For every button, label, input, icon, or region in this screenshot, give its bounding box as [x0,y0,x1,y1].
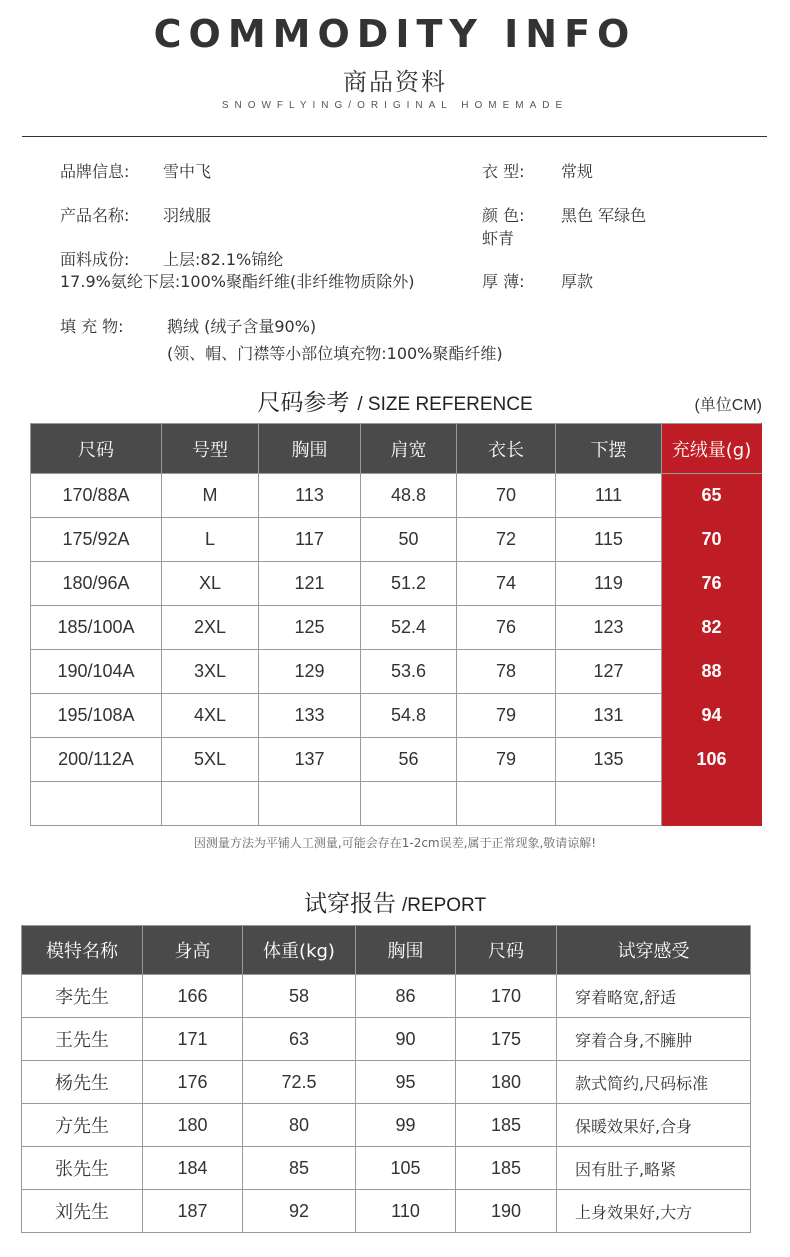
fabric-value: 上层:82.1%锦纶 [163,250,284,269]
name-label: 产品名称: [60,206,130,225]
size-table-cell: 127 [556,650,662,694]
report-table-cell: 166 [143,975,243,1018]
size-table-cell: 70 [457,474,556,518]
brand-label: 品牌信息: [60,162,130,181]
fill-weight-cell: 106 [662,738,762,782]
size-table-cell: 133 [259,694,361,738]
page-subtitle: SNOWFLYING/ORIGINAL HOMEMADE [221,100,569,111]
header-divider [22,136,767,137]
filling-value: 鹅绒 (绒子含量90%) [167,317,317,336]
report-table-cell: 80 [243,1104,356,1147]
feedback-cell: 上身效果好,大方 [557,1190,751,1233]
fill-weight-cell: 94 [662,694,762,738]
report-table-header [22,926,751,975]
type-label: 衣 型: [482,162,525,181]
size-table-cell [162,782,259,826]
size-table-cell: 48.8 [361,474,457,518]
size-table-row [31,518,762,562]
fill-weight-cell: 76 [662,562,762,606]
size-table-cell: 111 [556,474,662,518]
size-unit: (单位CM) [694,397,762,414]
size-table-cell: 74 [457,562,556,606]
size-header-cell-fill: 充绒量(g) [662,424,762,474]
size-title-en: / SIZE REFERENCE [357,394,533,415]
size-table-cell: L [162,518,259,562]
fill-weight-cell: 88 [662,650,762,694]
thickness-value: 厚款 [561,272,594,291]
report-table-cell: 171 [143,1018,243,1061]
report-table-cell: 180 [143,1104,243,1147]
type-value: 常规 [561,162,594,181]
size-table-cell: 79 [457,694,556,738]
fill-weight-cell: 65 [662,474,762,518]
filling-label: 填 充 物: [60,317,124,336]
measurement-note: 因测量方法为平铺人工测量,可能会存在1-2cm误差,属于正常现象,敬请谅解! [193,836,597,850]
size-table [30,423,762,826]
report-table-cell: 170 [456,975,557,1018]
size-table-cell: 170/88A [31,474,162,518]
report-title-cn: 试穿报告 [303,891,396,917]
size-table-row [31,474,762,518]
feedback-cell: 穿着合身,不臃肿 [557,1018,751,1061]
brand-value: 雪中飞 [163,162,212,181]
size-table-cell [361,782,457,826]
report-table-cell: 184 [143,1147,243,1190]
fill-weight-cell: 82 [662,606,762,650]
size-table-cell: 3XL [162,650,259,694]
size-table-cell: 56 [361,738,457,782]
model-name-cell: 杨先生 [22,1061,143,1104]
report-header-cell: 试穿感受 [557,926,751,975]
report-table-cell: 92 [243,1190,356,1233]
model-name-cell: 李先生 [22,975,143,1018]
report-header-cell: 体重(kg) [243,926,356,975]
size-table-cell: 123 [556,606,662,650]
report-table-cell: 185 [456,1104,557,1147]
size-table-cell [556,782,662,826]
size-table-cell: 79 [457,738,556,782]
size-header-cell: 胸围 [259,424,361,474]
size-table-cell: 137 [259,738,361,782]
feedback-cell: 因有肚子,略紧 [557,1147,751,1190]
report-table-cell: 86 [356,975,456,1018]
size-table-row [31,782,762,826]
report-table-cell: 175 [456,1018,557,1061]
size-table-cell: 200/112A [31,738,162,782]
size-table-cell: 78 [457,650,556,694]
size-header-cell: 下摆 [556,424,662,474]
report-header-cell: 模特名称 [22,926,143,975]
size-table-row [31,562,762,606]
report-table-cell: 180 [456,1061,557,1104]
size-table-row [31,650,762,694]
size-table-cell: 190/104A [31,650,162,694]
size-header-cell: 衣长 [457,424,556,474]
color-value: 黑色 军绿色 [561,206,647,225]
size-header-cell: 尺码 [31,424,162,474]
size-table-row [31,606,762,650]
report-table-row [22,975,751,1018]
size-table-cell: 121 [259,562,361,606]
report-table-cell: 95 [356,1061,456,1104]
report-table-cell: 72.5 [243,1061,356,1104]
size-table-cell: 117 [259,518,361,562]
report-table-row [22,1104,751,1147]
filling-value-2: (领、帽、门襟等小部位填充物:100%聚酯纤维) [167,344,503,363]
fabric-label: 面料成份: [60,250,130,269]
thickness-label: 厚 薄: [482,272,525,291]
page-title-cn: 商品资料 [343,68,447,96]
size-table-cell: 129 [259,650,361,694]
size-table-cell: 5XL [162,738,259,782]
size-table-cell: 119 [556,562,662,606]
size-table-cell: 115 [556,518,662,562]
report-table-row [22,1018,751,1061]
size-table-header [31,424,762,474]
report-table-cell: 176 [143,1061,243,1104]
report-section-title [0,885,790,918]
fill-weight-cell [662,782,762,826]
report-table-row [22,1061,751,1104]
color-value-2: 虾青 [482,229,515,248]
report-table [21,925,751,1233]
size-table-cell: 50 [361,518,457,562]
name-value: 羽绒服 [163,206,212,225]
size-header-cell: 号型 [162,424,259,474]
size-table-cell [259,782,361,826]
size-table-row [31,694,762,738]
fill-weight-cell: 70 [662,518,762,562]
size-table-cell: 51.2 [361,562,457,606]
size-title-cn: 尺码参考 [257,390,350,416]
size-header-cell: 肩宽 [361,424,457,474]
size-table-cell: XL [162,562,259,606]
fabric-value-2: 17.9%氨纶下层:100%聚酯纤维(非纤维物质除外) [60,272,415,291]
report-header-cell: 身高 [143,926,243,975]
report-header-cell: 尺码 [456,926,557,975]
report-table-cell: 85 [243,1147,356,1190]
feedback-cell: 保暖效果好,合身 [557,1104,751,1147]
report-table-cell: 99 [356,1104,456,1147]
report-table-row [22,1147,751,1190]
report-table-cell: 190 [456,1190,557,1233]
report-table-cell: 187 [143,1190,243,1233]
report-table-row [22,1190,751,1233]
size-table-cell: 76 [457,606,556,650]
size-table-cell [457,782,556,826]
report-header-cell: 胸围 [356,926,456,975]
model-name-cell: 张先生 [22,1147,143,1190]
model-name-cell: 刘先生 [22,1190,143,1233]
report-table-cell: 58 [243,975,356,1018]
size-table-cell: 131 [556,694,662,738]
feedback-cell: 穿着略宽,舒适 [557,975,751,1018]
size-table-cell: 185/100A [31,606,162,650]
size-table-cell: 195/108A [31,694,162,738]
report-table-cell: 110 [356,1190,456,1233]
size-table-cell: 175/92A [31,518,162,562]
report-table-cell: 63 [243,1018,356,1061]
feedback-cell: 款式简约,尺码标准 [557,1061,751,1104]
size-section-title [0,384,790,417]
size-table-cell: 52.4 [361,606,457,650]
size-table-cell: 54.8 [361,694,457,738]
page-title-en: COMMODITY INFO [153,12,637,56]
size-table-cell: 53.6 [361,650,457,694]
size-table-cell: 4XL [162,694,259,738]
size-table-row [31,738,762,782]
color-label: 颜 色: [482,206,525,225]
size-table-cell: 113 [259,474,361,518]
report-table-cell: 105 [356,1147,456,1190]
report-table-cell: 90 [356,1018,456,1061]
report-table-cell: 185 [456,1147,557,1190]
report-title-en: /REPORT [401,895,487,916]
size-table-cell [31,782,162,826]
size-table-cell: 2XL [162,606,259,650]
model-name-cell: 王先生 [22,1018,143,1061]
size-table-cell: 135 [556,738,662,782]
size-table-cell: M [162,474,259,518]
size-table-cell: 125 [259,606,361,650]
size-table-cell: 72 [457,518,556,562]
size-table-cell: 180/96A [31,562,162,606]
model-name-cell: 方先生 [22,1104,143,1147]
